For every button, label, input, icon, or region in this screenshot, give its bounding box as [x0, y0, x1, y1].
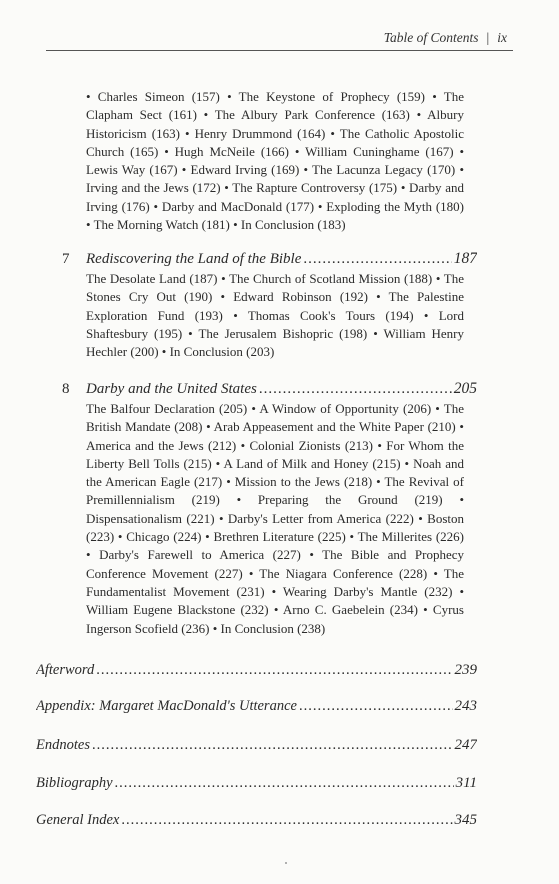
entry-title: Endnotes	[36, 737, 90, 753]
entry-page: 247	[454, 737, 477, 753]
header-page-number: ix	[497, 30, 507, 45]
chapter-number: 8	[62, 381, 70, 397]
toc-entry-chapter-7[interactable]	[62, 250, 477, 268]
toc-entry-bibliography[interactable]	[36, 775, 477, 792]
chapter-7-topics: The Desolate Land (187) • The Church of Scotland Mission (188) • The Stones Cry Out (190) • Edward Robinson (192) • The Palestine Exploration Fund (193) • Thomas Cook's Tours (194) • Lord Shaftesbury (195) • The Jerusalem Bishopric (198) • William Henry Hechler (200) • In Conclusion (203)	[86, 271, 464, 360]
chapter-8-topics: The Balfour Declaration (205) • A Window of Opportunity (206) • The British Mandate (208) • Arab Appeasement and the White Paper (210) • America and the Jews (212) • Colonial Zionists (213) • For Whom the Liberty Bell Tolls (215) • A Land of Milk and Honey (215) • Noah and the American Eagle (217) • Mission to the Jews (218) • The Revival of Premillennialism (219) • Preparing the Ground (219) • Dispensationalism (221) • Darby's Letter from America (222) • Boston (223) • Chicago (224) • Brethren Literature (225) • The Millerites (226) • Darby's Farewell to America (227) • The Bible and Prophecy Conference Movement (227) • The Niagara Conference (228) • The Fundamentalist Movement (231) • Wearing Darby's Mantle (232) • William Eugene Blackstone (232) • Arno C. Gaebelein (234) • Cyrus Ingerson Scofield (236) • In Conclusion (238)	[86, 401, 464, 636]
entry-page: 239	[454, 662, 477, 678]
chapter-number: 7	[62, 251, 70, 267]
entry-title: Afterword	[36, 662, 95, 678]
toc-entry-afterword[interactable]	[36, 662, 477, 679]
dot-leader	[121, 812, 452, 829]
header-separator: |	[486, 30, 490, 45]
dot-leader	[299, 698, 453, 715]
entry-title: Appendix: Margaret MacDonald's Utterance	[36, 698, 297, 714]
chapter-page: 205	[453, 380, 477, 397]
dot-leader	[115, 775, 454, 792]
toc-entry-chapter-8[interactable]	[62, 380, 477, 398]
dot-leader	[96, 662, 452, 679]
chapter-title: Rediscovering the Land of the Bible	[86, 251, 302, 267]
dot-leader	[303, 251, 451, 268]
header-rule	[46, 50, 513, 51]
toc-entry-general-index[interactable]	[36, 812, 477, 829]
entry-page: 345	[454, 812, 477, 828]
running-header	[384, 30, 507, 46]
entry-title: Bibliography	[36, 775, 113, 791]
toc-entry-endnotes[interactable]	[36, 737, 477, 754]
entry-page: 243	[454, 698, 477, 714]
dot-leader	[259, 381, 452, 398]
chapter-6-topics: • Charles Simeon (157) • The Keystone of Prophecy (159) • The Clapham Sect (161) • The Albury Park Conference (163) • Albury Historicism (163) • Henry Drummond (164) • The Catholic Apostolic Church (165) • Hugh McNeile (166) • William Cuninghame (167) • Lewis Way (167) • Edward Irving (169) • The Lacunza Legacy (170) • Irving and the Jews (172) • The Rapture Controversy (175) • Darby and Irving (176) • Darby and MacDonald (177) • Exploding the Myth (180) • The Morning Watch (181) • In Conclusion (183)	[86, 89, 464, 233]
toc-entry-appendix[interactable]	[36, 698, 477, 715]
print-speck	[285, 862, 287, 864]
dot-leader	[92, 737, 453, 754]
chapter-title: Darby and the United States	[86, 381, 257, 397]
chapter-page: 187	[453, 250, 477, 267]
entry-page: 311	[455, 775, 477, 791]
header-title: Table of Contents	[383, 30, 479, 45]
entry-title: General Index	[36, 812, 120, 828]
